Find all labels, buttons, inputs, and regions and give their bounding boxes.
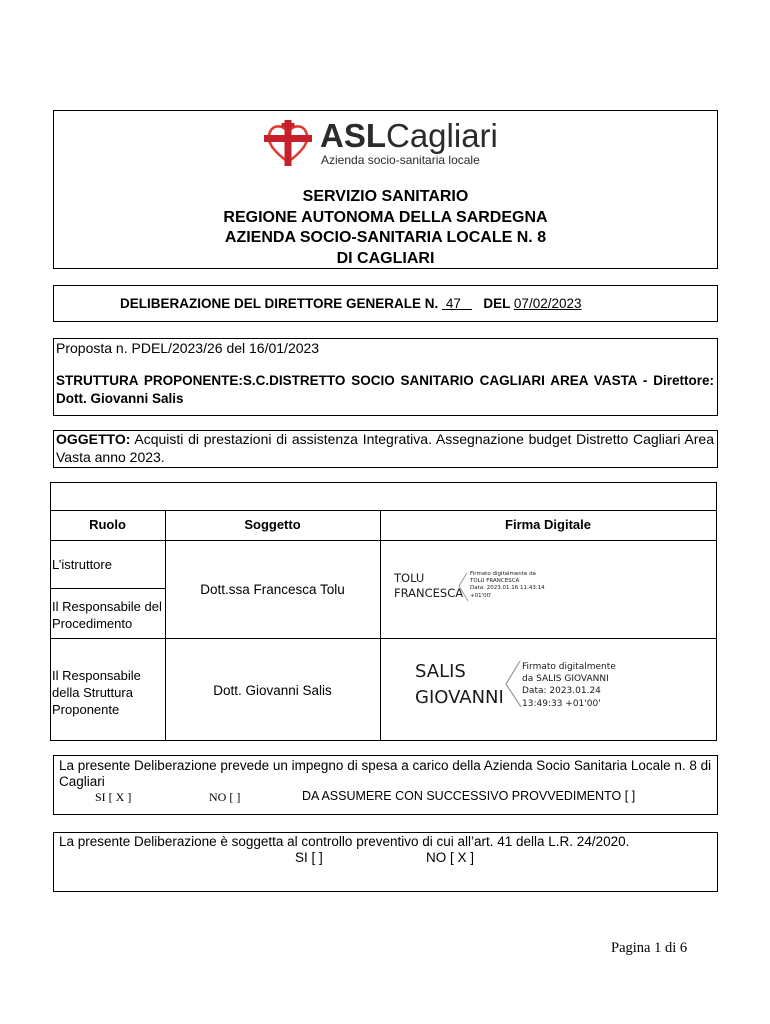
logo-brand: ASLCagliari	[320, 117, 498, 154]
oggetto	[56, 431, 714, 466]
logo-tagline: Azienda socio-sanitaria locale	[321, 153, 480, 167]
controllo-text: La presente Deliberazione è soggetta al controllo preventivo di cui all’art. 41 della L.R. 24/2020.	[59, 834, 630, 849]
deliberazione-line	[120, 296, 582, 311]
page-number: Pagina 1 di 6	[611, 940, 688, 956]
spesa-no: NO [ ]	[209, 790, 241, 804]
header-line-4: DI CAGLIARI	[336, 249, 435, 267]
oggetto-label: OGGETTO:	[56, 431, 131, 447]
spesa-si: SI [ X ]	[95, 790, 132, 804]
spesa-da-assumere: DA ASSUMERE CON SUCCESSIVO PROVVEDIMENTO [ ]	[302, 789, 636, 803]
controllo-si: SI [ ]	[295, 850, 323, 865]
controllo-no: NO [ X ]	[426, 850, 475, 865]
deliberazione-date: 07/02/2023	[513, 296, 582, 311]
spesa-text: La presente Deliberazione prevede un impegno di spesa a carico della Azienda Socio Sanitaria Locale n. 8 di Cagliari	[59, 758, 712, 789]
header-line-3: AZIENDA SOCIO-SANITARIA LOCALE N. 8	[224, 229, 547, 246]
signature-mark-icon	[501, 660, 523, 708]
header-title	[53, 187, 718, 269]
header-ruolo: Ruolo	[89, 517, 126, 532]
proposta-text: Proposta n. PDEL/2023/26 del 16/01/2023	[56, 340, 320, 356]
row-responsabile-struttura: Il Responsabile della Struttura Proponente	[52, 668, 141, 717]
deliberazione-label: DELIBERAZIONE DEL DIRETTORE GENERALE N.	[120, 296, 439, 311]
header-soggetto: Soggetto	[244, 517, 301, 532]
soggetto-tolu: Dott.ssa Francesca Tolu	[200, 582, 345, 597]
soggetto-salis: Dott. Giovanni Salis	[213, 683, 332, 698]
header-line-1: SERVIZIO SANITARIO	[302, 188, 469, 205]
asl-logo	[262, 116, 532, 172]
deliberazione-number: 47	[445, 296, 461, 311]
heart-cross-icon	[262, 116, 314, 168]
deliberazione-del-label: DEL	[483, 296, 511, 311]
struttura-proponente: STRUTTURA PROPONENTE:S.C.DISTRETTO SOCIO SANITARIO CAGLIARI AREA VASTA - Direttore: Dott. Giovanni Salis	[56, 373, 714, 406]
row-istruttore: L’istruttore	[52, 557, 112, 572]
header-firma: Firma Digitale	[505, 517, 591, 532]
oggetto-text: Acquisti di prestazioni di assistenza Integrativa. Assegnazione budget Distretto Cagliari Area Vasta anno 2023.	[56, 431, 714, 465]
header-line-2: REGIONE AUTONOMA DELLA SARDEGNA	[223, 208, 548, 226]
signature-mark-icon	[456, 572, 470, 602]
row-responsabile-procedimento: Il Responsabile del Procedimento	[52, 599, 162, 631]
